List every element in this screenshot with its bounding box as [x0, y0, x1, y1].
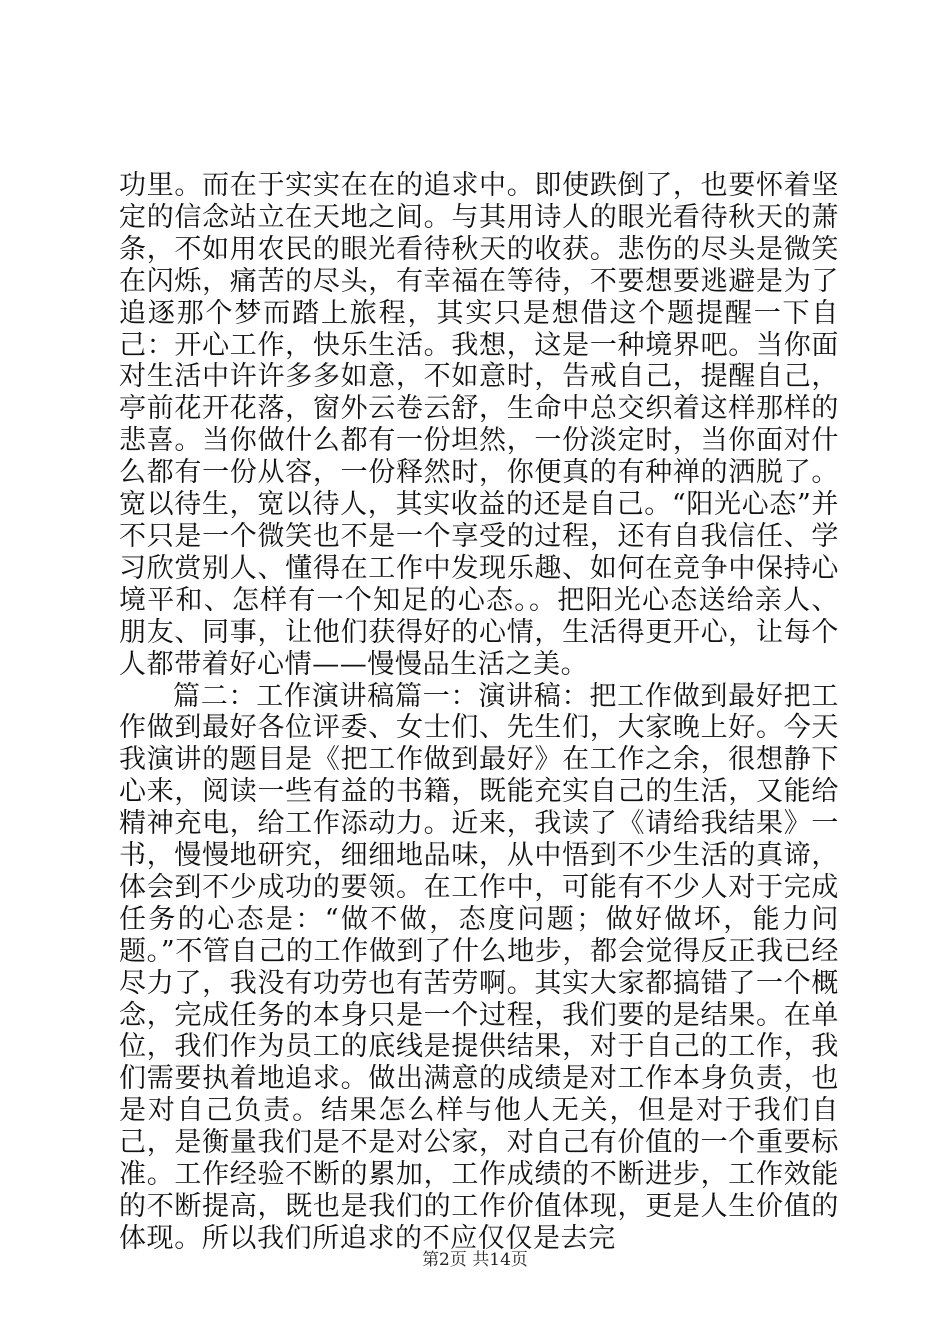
document-body — [119, 170, 839, 1255]
page-number-footer: 第2页 共14页 — [422, 1250, 528, 1270]
paragraph-section-two: 篇二：工作演讲稿篇一：演讲稿：把工作做到最好把工作做到最好各位评委、女士们、先生们，大家晚上好。今天我演讲的题目是《把工作做到最好》在工作之余，很想静下心来，阅读一些有益的书籍，既能充实自己的生活，又能给精神充电，给工作添动力。近来，我读了《请给我结果》一书，慢慢地研究，细细地品味，从中悟到不少生活的真谛，体会到不少成功的要领。在工作中，可能有不少人对于完成任务的心态是：“做不做，态度问题；做好做坏，能力问题。”不管自己的工作做到了什么地步，都会觉得反正我已经尽力了，我没有功劳也有苦劳啊。其实大家都搞错了一个概念，完成任务的本身只是一个过程，我们要的是结果。在单位，我们作为员工的底线是提供结果，对于自己的工作，我们需要执着地追求。做出满意的成绩是对工作本身负责，也是对自己负责。结果怎么样与他人无关，但是对于我们自己，是衡量我们是不是对公家，对自己有价值的一个重要标准。工作经验不断的累加，工作成绩的不断进步，工作效能的不断提高，既也是我们的工作价值体现，更是人生价值的体现。所以我们所追求的不应仅仅是去完 — [119, 680, 839, 1254]
paragraph-continuation: 功里。而在于实实在在的追求中。即使跌倒了，也要怀着坚定的信念站立在天地之间。与其用诗人的眼光看待秋天的萧条，不如用农民的眼光看待秋天的收获。悲伤的尽头是微笑在闪烁，痛苦的尽头，有幸福在等待，不要想要逃避是为了追逐那个梦而踏上旅程，其实只是想借这个题提醒一下自己：开心工作，快乐生活。我想，这是一种境界吧。当你面对生活中许许多多如意，不如意时，告戒自己，提醒自己，亭前花开花落，窗外云卷云舒，生命中总交织着这样那样的悲喜。当你做什么都有一份坦然，一份淡定时，当你面对什么都有一份从容，一份释然时，你便真的有种禅的洒脱了。宽以待生，宽以待人，其实收益的还是自己。“阳光心态”并不只是一个微笑也不是一个享受的过程，还有自我信任、学习欣赏别人、懂得在工作中发现乐趣、如何在竞争中保持心境平和、怎样有一个知足的心态。。把阳光心态送给亲人、朋友、同事，让他们获得好的心情，生活得更开心，让每个人都带着好心情——慢慢品生活之美。 — [119, 170, 839, 680]
